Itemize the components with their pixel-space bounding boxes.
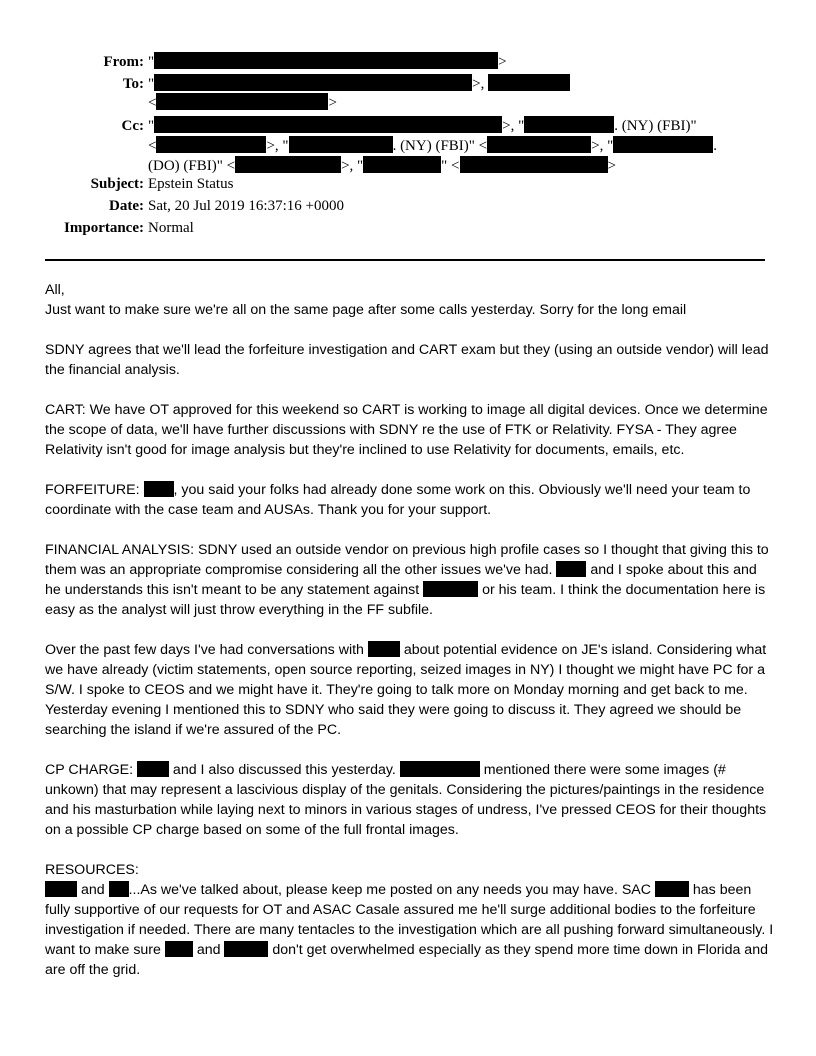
importance-row bbox=[0, 218, 816, 238]
subject-label: Subject: bbox=[90, 176, 144, 192]
redaction-block bbox=[156, 136, 266, 153]
greeting: All, bbox=[45, 282, 65, 298]
cc-row-cont-2: (DO) (FBI)" < >, " " < > bbox=[148, 158, 616, 174]
sdny-paragraph: SDNY agrees that we'll lead the forfeiture investigation and CART exam but they (using an outside vendor) will lead the financial analysis. bbox=[45, 342, 769, 378]
to-label: To: bbox=[122, 76, 144, 92]
intro-paragraph: Just want to make sure we're all on the same page after some calls yesterday. Sorry for the long email bbox=[45, 302, 687, 318]
subject-row bbox=[0, 174, 816, 194]
redaction-block bbox=[154, 74, 472, 91]
importance-label: Importance: bbox=[64, 220, 144, 236]
cc-label: Cc: bbox=[121, 118, 144, 134]
redaction-block bbox=[487, 136, 591, 153]
redaction-block bbox=[368, 641, 400, 657]
email-body bbox=[45, 280, 775, 1000]
to-row: To: " >, bbox=[0, 74, 816, 94]
date-label: Date: bbox=[109, 198, 144, 214]
redaction-block bbox=[165, 941, 193, 957]
cc-row: Cc: " >, " . (NY) (FBI)" bbox=[121, 118, 697, 134]
island-paragraph: Over the past few days I've had conversations with about potential evidence on JE's island. Considering what we have already (victim statements, open source reporting, seized images in NY) I thought we might have PC for a S/W. I spoke to CEOS and we might have it. They're going to talk more on Monday morning and get back to me. Yesterday evening I mentioned this to SDNY who said they were going to discuss it. They agreed we should be searching the island if we're assured of the PC. bbox=[45, 642, 767, 738]
cart-paragraph: CART: We have OT approved for this weekend so CART is working to image all digital devices. Once we determine the scope of data, we'll have further discussions with SDNY re the use of FTK or Relativity. FYSA - They agree Relativity isn't good for image analysis but they're inclined to use Relativity for documents, emails, etc. bbox=[45, 402, 768, 458]
redaction-block bbox=[235, 156, 341, 173]
resources-label: RESOURCES: bbox=[45, 862, 139, 878]
redaction-block bbox=[556, 561, 586, 577]
forfeiture-paragraph: FORFEITURE: , you said your folks had already done some work on this. Obviously we'll need your team to coordinate with the case team and AUSAs. Thank you for your support. bbox=[45, 482, 751, 518]
redaction-block bbox=[363, 156, 441, 173]
subject-value: Epstein Status bbox=[148, 176, 234, 192]
redaction-block bbox=[460, 156, 608, 173]
from-row: From: " > bbox=[103, 54, 507, 70]
redaction-block bbox=[154, 116, 502, 133]
redaction-block bbox=[154, 52, 498, 69]
header-divider bbox=[45, 259, 765, 261]
redaction-block bbox=[289, 136, 393, 153]
cp-charge-paragraph: CP CHARGE: and I also discussed this yesterday. mentioned there were some images (# unkown) that may represent a lascivious display of the genitals. Considering the pictures/paintings in the residence and his masturbation while laying next to minors in various stages of undress, I've pressed CEOS for their thoughts on a possible CP charge based on some of the full frontal images. bbox=[45, 762, 767, 838]
redaction-block bbox=[488, 74, 570, 91]
date-value: Sat, 20 Jul 2019 16:37:16 +0000 bbox=[148, 198, 344, 214]
redaction-block bbox=[400, 761, 480, 777]
redaction-block bbox=[137, 761, 169, 777]
to-row-cont: < > bbox=[148, 95, 337, 111]
redaction-block bbox=[45, 881, 77, 897]
date-row bbox=[0, 196, 816, 216]
redaction-block bbox=[224, 941, 268, 957]
importance-value: Normal bbox=[148, 220, 194, 236]
redaction-block bbox=[613, 136, 713, 153]
cc-row-cont-1: < >, " . (NY) (FBI)" < >, " . bbox=[148, 138, 717, 154]
redaction-block bbox=[524, 116, 614, 133]
redaction-block bbox=[156, 93, 328, 110]
redaction-block bbox=[109, 881, 129, 897]
redaction-block bbox=[144, 481, 174, 497]
redaction-block bbox=[423, 581, 478, 597]
from-label: From: bbox=[103, 54, 144, 70]
redaction-block bbox=[655, 881, 689, 897]
resources-paragraph: and ...As we've talked about, please keep me posted on any needs you may have. SAC has been fully supportive of our requests for OT and ASAC Casale assured me he'll surge additional bodies to the forfeiture investigation if needed. There are many tentacles to the investigation which are all pushing forward simultaneously. I want to make sure and don't get overwhelmed especially as they spend more time down in Florida and are off the grid. bbox=[45, 882, 774, 978]
financial-analysis-paragraph: FINANCIAL ANALYSIS: SDNY used an outside vendor on previous high profile cases so I thought that giving this to them was an appropriate compromise considering all the other issues we've had. and I spoke about this and he understands this isn't meant to be any statement against or his team. I think the documentation here is easy as the analyst will just throw everything in the FF subfile. bbox=[45, 542, 769, 618]
